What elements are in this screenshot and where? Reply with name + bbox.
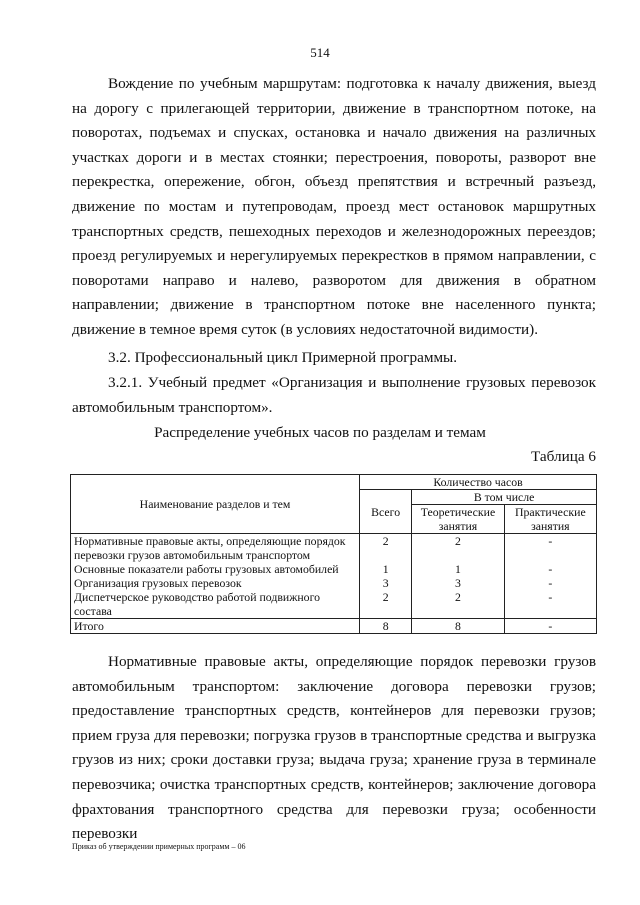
hours-table [70,474,597,634]
row-theory: 1 [412,562,504,576]
row-total: 3 [360,576,412,590]
row-total: 1 [360,562,412,576]
header-practice: Практические занятия [504,505,596,534]
row-name: Диспетчерское руководство работой подвижного состава [71,590,360,619]
row-name: Организация грузовых перевозок [71,576,360,590]
total-total: 8 [360,619,412,634]
header-including: В том числе [412,490,597,505]
table-row [71,590,597,619]
row-practice: - [504,590,596,619]
row-practice: - [504,562,596,576]
paragraph-subject-title: 3.2.1. Учебный предмет «Организация и выполнение грузовых перевозок автомобильным транспортом». [72,374,596,416]
row-practice: - [504,576,596,590]
page-number: 514 [310,45,330,60]
table-caption: Распределение учебных часов по разделам и темам [154,424,486,441]
header-hours: Количество часов [360,475,597,490]
table-total-row [71,619,597,634]
total-theory: 8 [412,619,504,634]
row-theory: 3 [412,576,504,590]
row-name: Основные показатели работы грузовых автомобилей [71,562,360,576]
row-total: 2 [360,534,412,563]
table-row [71,562,597,576]
header-total: Всего [360,490,412,534]
table-label: Таблица 6 [531,448,596,465]
header-name: Наименование разделов и тем [71,475,360,534]
footer-note: Приказ об утверждении примерных программ – 06 [72,842,246,851]
paragraph-professional-cycle: 3.2. Профессиональный цикл Примерной программы. [108,349,458,366]
row-practice: - [504,534,596,563]
row-theory: 2 [412,534,504,563]
total-name: Итого [71,619,360,634]
paragraph-driving-routes: Вождение по учебным маршрутам: подготовка к началу движения, выезд на дорогу с прилегающей территории, движение в транспортном потоке, на поворотах, подъемах и спусках, остановка и начало движения на различных участках дороги и в местах стоянки; перестроения, повороты, разворот вне перекрестка, опережение, обгон, объезд препятствия и встречный разъезд, движение по мостам и путепроводам, проезд мест остановок маршрутных транспортных средств, пешеходных переходов и железнодорожных переездов; проезд регулируемых и нерегулируемых перекрестков в прямом направлении, с поворотами направо и налево, разворотом для движения в обратном направлении; движение в транспортном потоке вне населенного пункта; движение в темное время суток (в условиях недостаточной видимости). [72,75,596,338]
row-total: 2 [360,590,412,619]
table-header-row-1 [71,475,597,490]
total-practice: - [504,619,596,634]
paragraph-regulatory-acts: Нормативные правовые акты, определяющие порядок перевозки грузов автомобильным транспортом: заключение договора перевозки грузов; предоставление транспортных средств, контейнеров для перевозки грузов; прием груза для перевозки; погрузка грузов в транспортные средства и выгрузка грузов из них; сроки доставки груза; выдача груза; хранение груза в терминале перевозчика; очистка транспортных средств, контейнеров; заключение договора фрахтования транспортного средства для перевозки груза; особенности перевозки [72,653,596,843]
table-row [71,576,597,590]
row-name: Нормативные правовые акты, определяющие порядок перевозки грузов автомобильным транспортом [71,534,360,563]
row-theory: 2 [412,590,504,619]
header-theory: Теоретические занятия [412,505,504,534]
table-row [71,534,597,563]
